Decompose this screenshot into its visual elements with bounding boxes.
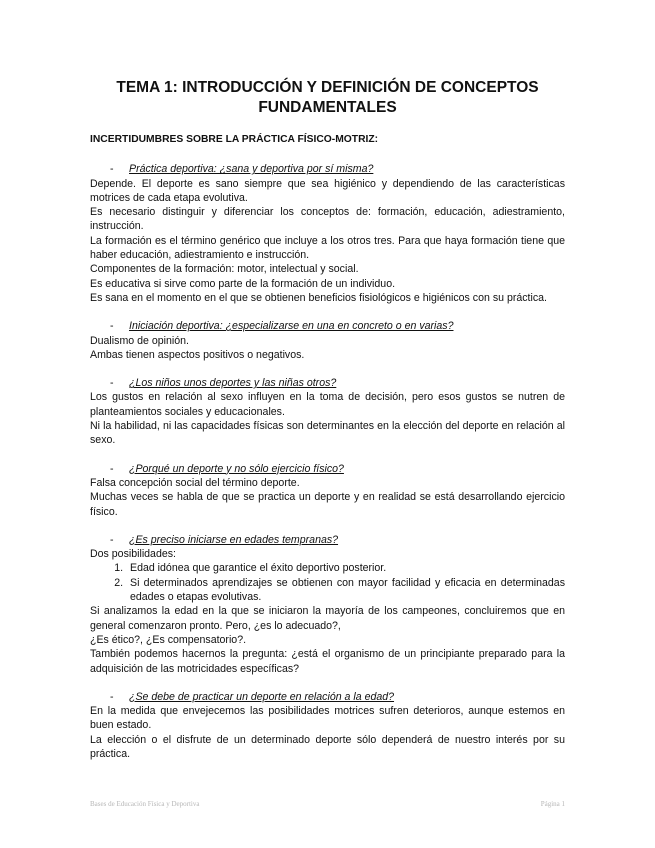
paragraph: Falsa concepción social del término deporte. <box>90 476 300 489</box>
numbered-list <box>90 561 565 604</box>
question-heading-6 <box>90 690 565 704</box>
question-heading-1 <box>90 162 565 176</box>
question-heading-4 <box>90 462 565 476</box>
bullet-dash: - <box>110 690 114 703</box>
page-title <box>90 78 565 118</box>
paragraph: Dualismo de opinión. <box>90 334 189 347</box>
question-text: ¿Porqué un deporte y no sólo ejercicio físico? <box>129 462 344 475</box>
title-line-2: FUNDAMENTALES <box>258 99 397 116</box>
question-heading-5 <box>90 533 565 547</box>
footer-left: Bases de Educación Física y Deportiva <box>90 800 200 808</box>
bullet-dash: - <box>110 163 114 176</box>
bullet-dash: - <box>110 377 114 390</box>
title-line-1: TEMA 1: INTRODUCCIÓN Y DEFINICIÓN DE CONCEPTOS <box>116 79 539 96</box>
paragraph: Componentes de la formación: motor, intelectual y social. <box>90 263 359 276</box>
paragraph: En la medida que envejecemos las posibilidades motrices sufren deterioros, aunque estemos en buen estado. <box>90 705 565 732</box>
question-text: Práctica deportiva: ¿sana y deportiva por sí misma? <box>129 163 374 176</box>
paragraph: Es necesario distinguir y diferenciar los conceptos de: formación, educación, adiestramiento, instrucción. <box>90 206 565 233</box>
question-heading-3 <box>90 376 565 390</box>
question-text: Iniciación deportiva: ¿especializarse en una en concreto o en varias? <box>129 320 454 333</box>
paragraph: Si analizamos la edad en la que se iniciaron la mayoría de los campeones, concluiremos que en general comenzaron pronto. Pero, ¿es lo adecuado?, <box>90 605 565 632</box>
list-item: 1. Edad idónea que garantice el éxito deportivo posterior. <box>126 561 565 575</box>
page-number: Página 1 <box>540 800 565 808</box>
section-heading: INCERTIDUMBRES SOBRE LA PRÁCTICA FÍSICO-MOTRIZ: <box>90 134 379 145</box>
paragraph: Dos posibilidades: <box>90 548 176 561</box>
paragraph: ¿Es ético?, ¿Es compensatorio?. <box>90 633 247 646</box>
question-text: ¿Se debe de practicar un deporte en relación a la edad? <box>129 690 395 703</box>
page-footer <box>90 800 565 808</box>
paragraph: Es sana en el momento en el que se obtienen beneficios fisiológicos e higiénicos con su práctica. <box>90 291 547 304</box>
paragraph: También podemos hacernos la pregunta: ¿está el organismo de un principiante preparado para la adquisición de las motricidades específicas? <box>90 648 565 675</box>
bullet-dash: - <box>110 533 114 546</box>
paragraph: Ambas tienen aspectos positivos o negativos. <box>90 348 305 361</box>
paragraph: La formación es el término genérico que incluye a los otros tres. Para que haya formación tiene que haber educación, adiestramiento e instrucción. <box>90 234 565 262</box>
document-body <box>90 133 565 761</box>
paragraph: La elección o el disfrute de un determinado deporte sólo dependerá de nuestro interés por su práctica. <box>90 733 565 760</box>
question-heading-2 <box>90 319 565 333</box>
paragraph: Ni la habilidad, ni las capacidades físicas son determinantes en la elección del deporte en relación al sexo. <box>90 420 565 447</box>
bullet-dash: - <box>110 462 114 475</box>
list-item: 2. Si determinados aprendizajes se obtienen con mayor facilidad y eficacia en determinadas edades o etapas evolutivas. <box>126 576 565 605</box>
paragraph: Muchas veces se habla de que se practica un deporte y en realidad se está desarrollando ejercicio físico. <box>90 491 565 518</box>
question-text: ¿Es preciso iniciarse en edades tempranas? <box>129 533 339 546</box>
paragraph: Los gustos en relación al sexo influyen en la toma de decisión, pero esos gustos se nutren de planteamientos sociales y educacionales. <box>90 391 565 418</box>
paragraph: Es educativa si sirve como parte de la formación de un individuo. <box>90 277 396 290</box>
bullet-dash: - <box>110 320 114 333</box>
paragraph: Depende. El deporte es sano siempre que sea higiénico y dependiendo de las características motrices de cada etapa evolutiva. <box>90 177 565 204</box>
question-text: ¿Los niños unos deportes y las niñas otros? <box>129 377 337 390</box>
